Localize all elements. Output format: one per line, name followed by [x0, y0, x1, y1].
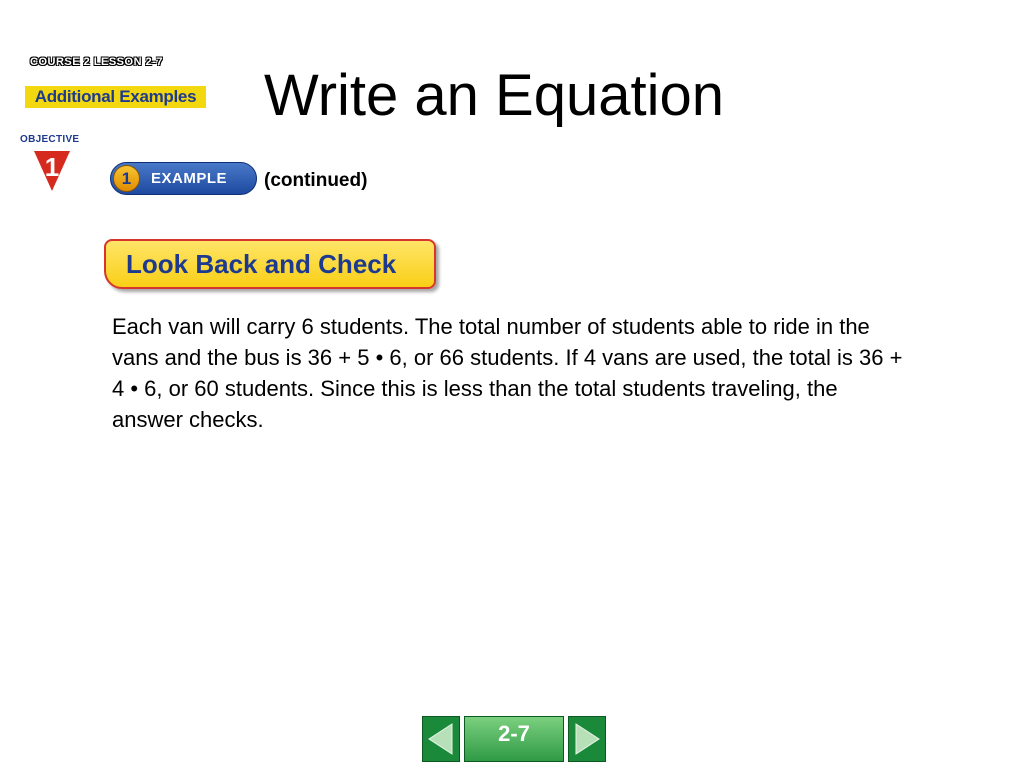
page-title: Write an Equation — [264, 63, 724, 128]
look-back-banner — [104, 239, 436, 289]
objective-marker — [20, 134, 90, 194]
left-arrow-icon — [426, 722, 456, 756]
next-button[interactable] — [568, 716, 606, 762]
previous-button[interactable] — [422, 716, 460, 762]
objective-number: 1 — [44, 152, 60, 182]
additional-examples-logo: Additional Examples — [25, 86, 206, 108]
continued-label: (continued) — [264, 170, 368, 191]
look-back-label: Look Back and Check — [126, 249, 397, 279]
objective-triangle-icon — [32, 149, 72, 193]
example-number: 1 — [113, 165, 140, 192]
body-paragraph: Each van will carry 6 students. The total number of students able to ride in the vans and the bus is 36 + 5 • 6, or 66 students. If 4 vans are used, the total is 36 + 4 • 6, or 60 students. Since this is less than the total students traveling, the answer checks. — [112, 314, 903, 432]
objective-label: OBJECTIVE — [20, 134, 80, 145]
course-lesson-label: COURSE 2 LESSON 2-7 — [30, 56, 163, 68]
example-label: EXAMPLE — [151, 170, 228, 187]
page-indicator: 2-7 — [464, 716, 564, 762]
right-arrow-icon — [572, 722, 602, 756]
example-badge — [110, 162, 257, 195]
